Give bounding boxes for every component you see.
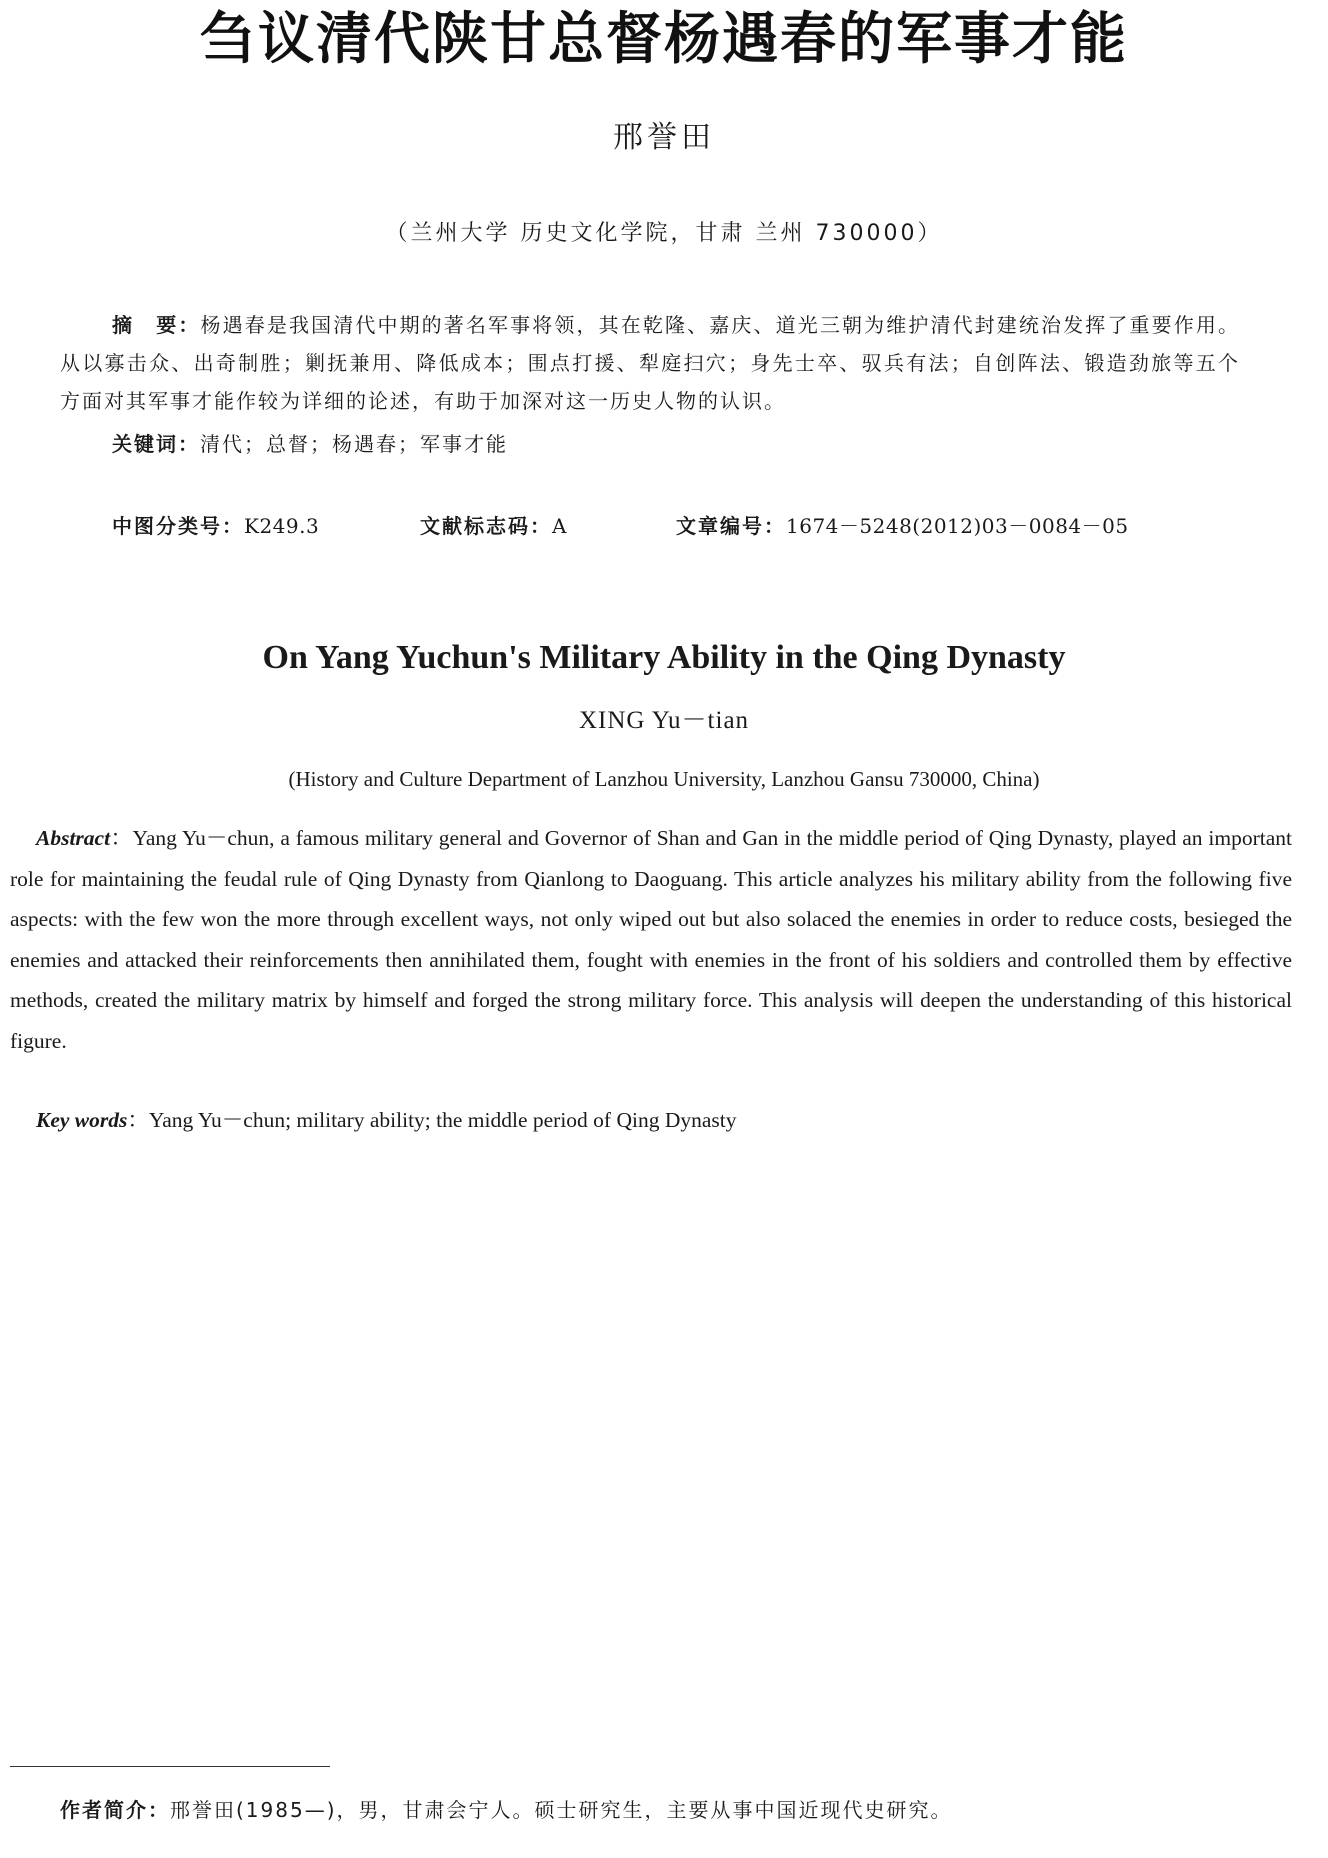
chinese-abstract-text: 杨遇春是我国清代中期的著名军事将领，其在乾隆、嘉庆、道光三朝为维护清代封建统治发挥了重要作用。从以寡击众、出奇制胜；剿抚兼用、降低成本；围点打援、犁庭扫穴；身先士卒、驭兵有法；自创阵法、锻造劲旅等五个方面对其军事才能作较为详细的论述，有助于加深对这一历史人物的认识。 xyxy=(60,313,1241,413)
english-keywords-text: Yang Yu－chun; military ability; the middle period of Qing Dynasty xyxy=(148,1108,737,1132)
english-abstract xyxy=(10,818,1292,1061)
chinese-affiliation: （兰州大学 历史文化学院，甘肃 兰州 730000） xyxy=(385,221,943,246)
clc-label: 中图分类号： xyxy=(112,514,244,538)
chinese-abstract xyxy=(60,306,1240,420)
english-abstract-text: Yang Yu－chun, a famous military general and Governor of Shan and Gan in the middle period of Qing Dynasty, played an important role for maintaining the feudal rule of Qing Dynasty from Qianlong to Daoguang. This article analyzes his military ability from the following five aspects: with the few won the more through excellent ways, not only wiped out but also solaced the enemies in order to reduce costs, besieged the enemies and attacked their reinforcements then annihilated them, fought with enemies in the front of his soldiers and controlled them by effective methods, created the military matrix by himself and forged the strong military force. This analysis will deepen the understanding of this historical figure. xyxy=(10,826,1292,1053)
document-code xyxy=(420,510,567,542)
english-author: XING Yu－tian xyxy=(578,707,750,734)
document-code-label: 文献标志码： xyxy=(420,514,552,538)
chinese-keywords-label: 关键词： xyxy=(112,432,200,456)
document-code-value: A xyxy=(552,514,567,538)
article-number-value: 1674－5248(2012)03－0084－05 xyxy=(786,514,1129,538)
english-abstract-separator: ： xyxy=(110,826,133,850)
clc-value: K249.3 xyxy=(244,514,320,538)
clc-number xyxy=(112,510,319,542)
author-footnote-label: 作者简介： xyxy=(60,1798,170,1822)
chinese-title: 刍议清代陕甘总督杨遇春的军事才能 xyxy=(200,7,1128,72)
chinese-author: 邢誉田 xyxy=(613,120,715,155)
english-keywords-label: Key words xyxy=(36,1108,128,1132)
english-keywords xyxy=(36,1100,737,1140)
chinese-keywords-text: 清代；总督；杨遇春；军事才能 xyxy=(200,432,508,456)
footnote-divider xyxy=(10,1766,330,1767)
article-number xyxy=(676,510,1129,542)
english-abstract-label: Abstract xyxy=(36,826,111,850)
english-title: On Yang Yuchun's Military Ability in the Qing Dynasty xyxy=(262,639,1066,676)
chinese-keywords xyxy=(112,428,508,460)
chinese-abstract-label: 摘 要： xyxy=(112,313,201,337)
english-affiliation: (History and Culture Department of Lanzhou University, Lanzhou Gansu 730000, China) xyxy=(288,767,1040,791)
article-number-label: 文章编号： xyxy=(676,514,786,538)
english-keywords-separator: ： xyxy=(127,1108,149,1132)
author-footnote xyxy=(60,1794,953,1826)
author-footnote-text: 邢誉田(1985—)，男，甘肃会宁人。硕士研究生，主要从事中国近现代史研究。 xyxy=(170,1798,953,1822)
